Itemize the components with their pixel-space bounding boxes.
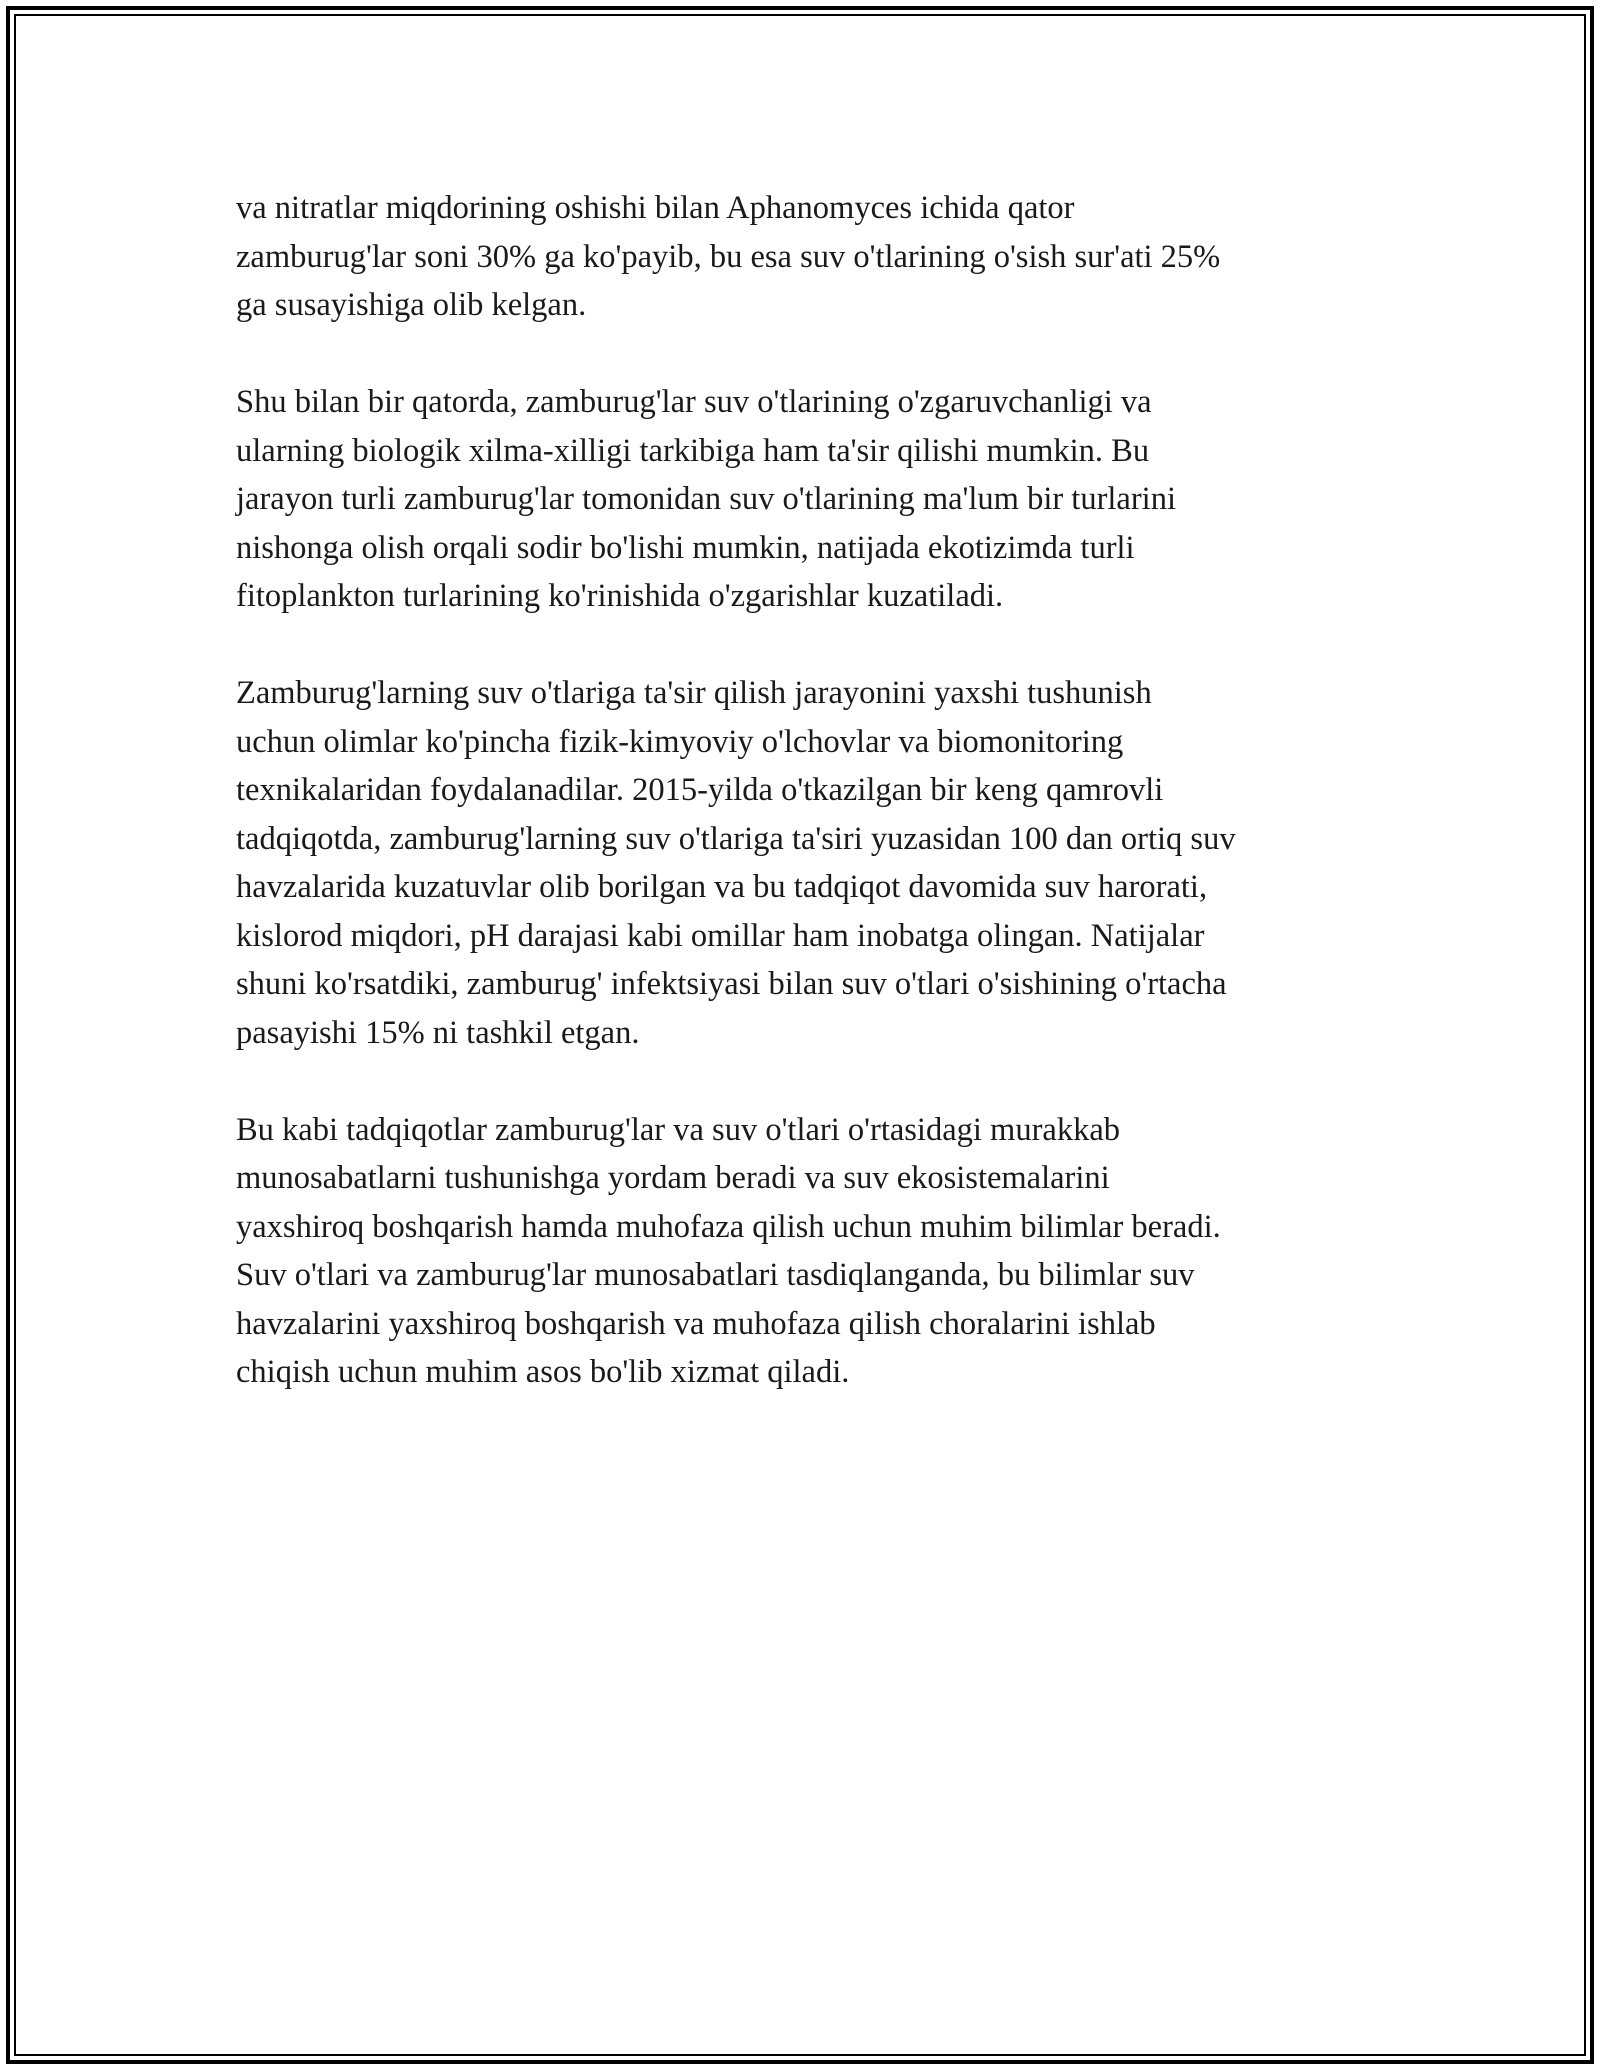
paragraph-4: Bu kabi tadqiqotlar zamburug'lar va suv o'tlari o'rtasidagi murakkab munosabatlarni tushunishga yordam beradi va suv ekosistemalarini yaxshiroq boshqarish hamda muhofaza qilish uchun muhim bilimlar beradi. Suv o'tlari va zamburug'lar munosabatlari tasdiqlanganda, bu bilimlar suv havzalarini yaxshiroq boshqarish va muhofaza qilish choralarini ishlab chiqish uchun muhim asos bo'lib xizmat qiladi. bbox=[236, 1111, 1221, 1390]
paragraph-3: Zamburug'larning suv o'tlariga ta'sir qilish jarayonini yaxshi tushunish uchun olimlar ko'pincha fizik-kimyoviy o'lchovlar va biomonitoring texnikalaridan foydalanadilar. 2015-yilda o'tkazilgan bir keng qamrovli tadqiqotda, zamburug'larning suv o'tlariga ta'siri yuzasidan 100 dan ortiq suv havzalarida kuzatuvlar olib borilgan va bu tadqiqot davomida suv harorati, kislorod miqdori, pH darajasi kabi omillar ham inobatga olingan. Natijalar shuni ko'rsatdiki, zamburug' infektsiyasi bilan suv o'tlari o'sishining o'rtacha pasayishi 15% ni tashkil etgan. bbox=[236, 675, 1236, 1051]
document-body bbox=[236, 184, 1366, 1445]
paragraph-2: Shu bilan bir qatorda, zamburug'lar suv o'tlarining o'zgaruvchanligi va ularning biologik xilma-xilligi tarkibiga ham ta'sir qilishi mumkin. Bu jarayon turli zamburug'lar tomonidan suv o'tlarining ma'lum bir turlarini nishonga olish orqali sodir bo'lishi mumkin, natijada ekotizimda turli fitoplankton turlarining ko'rinishida o'zgarishlar kuzatiladi. bbox=[236, 384, 1176, 614]
paragraph-1: va nitratlar miqdorining oshishi bilan Aphanomyces ichida qator zamburug'lar soni 30% ga ko'payib, bu esa suv o'tlarining o'sish sur'ati 25% ga susayishiga olib kelgan. bbox=[236, 190, 1221, 323]
